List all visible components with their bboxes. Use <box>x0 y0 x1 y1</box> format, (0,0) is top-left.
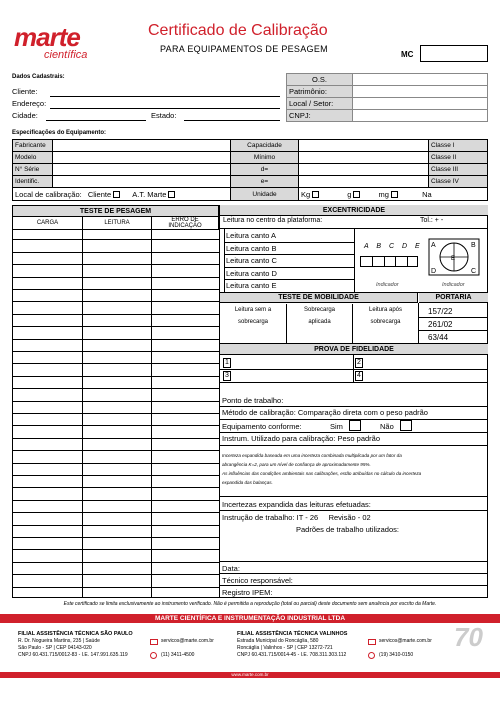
portaria-list <box>428 305 452 344</box>
cnpj-field[interactable] <box>353 110 488 122</box>
sim-checkbox[interactable] <box>349 420 361 431</box>
classe-2-label: Classe II <box>429 152 488 164</box>
estado-label: Estado: <box>151 111 177 120</box>
pesagem-row-line <box>12 562 219 563</box>
canto-field[interactable] <box>224 267 354 268</box>
page-title: Certificado de Calibração <box>148 22 328 39</box>
incerteza-line-4: expandida das balanças. <box>222 480 273 485</box>
mob-c1b: sobrecarga <box>237 319 269 325</box>
os-field[interactable] <box>353 74 488 86</box>
pesagem-row-line <box>12 487 219 488</box>
unit-kg-checkbox[interactable] <box>312 191 319 198</box>
canto-label: Leitura canto B <box>226 243 277 253</box>
canto-label: Leitura canto A <box>226 231 277 240</box>
sp-line-1: R. Dr. Nogueira Martins, 235 | Saúde <box>18 638 100 644</box>
incerteza-line-1: Incerteza expandida baseada em uma incerteza combinada multiplicada por um fator da <box>222 453 402 458</box>
local-cliente-label: Cliente <box>87 189 112 199</box>
sp-mail-icon <box>150 639 158 645</box>
exc-letters: A B C D E <box>364 243 423 250</box>
pesagem-row-line <box>12 326 219 327</box>
pesagem-row-line <box>12 388 219 389</box>
plate-letter-d: D <box>431 268 437 275</box>
pesagem-row-line <box>12 363 219 364</box>
teste-pesagem-heading: TESTE DE PESAGEM <box>13 206 219 217</box>
unit-kg-label: Kg <box>301 189 311 199</box>
classe-3-label: Classe III <box>429 164 488 176</box>
footer-site[interactable]: www.marte.com.br <box>0 672 500 678</box>
fid-box-2[interactable]: 2 <box>355 358 363 368</box>
pesagem-row-line <box>12 587 219 588</box>
patrimonio-field[interactable] <box>353 86 488 98</box>
portaria-divider <box>418 303 419 343</box>
v-line-3: CNPJ 60.431.715/0014-45 - I.E. 708.311.303.112 <box>237 652 347 658</box>
nao-label: Não <box>380 422 394 431</box>
cnpj-label: CNPJ: <box>287 110 353 122</box>
espec-table <box>12 139 488 201</box>
incertezas-exp-label: Incertezas expandida das leituras efetuadas: <box>222 500 371 509</box>
e-label: e= <box>231 176 299 188</box>
patrimonio-label: Patrimônio: <box>287 86 353 98</box>
cidade-label: Cidade: <box>12 111 38 120</box>
tecnico-label: Técnico responsável: <box>222 576 293 585</box>
indicador-label-1: Indicador <box>376 282 399 288</box>
fid-box-4[interactable]: 4 <box>355 371 363 381</box>
footer-sp <box>18 631 133 659</box>
incerteza-line-2: abrangência K=2, para um nível de confiança de aproximadamente 95%. <box>222 462 371 467</box>
footer-valinhos <box>237 631 347 659</box>
minimo-field[interactable] <box>299 152 429 164</box>
serie-field[interactable] <box>53 164 231 176</box>
canto-field[interactable] <box>224 279 354 280</box>
unit-na-label: Na <box>422 189 432 199</box>
v-line-1: Estrada Municipal do Roncáglia, 580 <box>237 638 319 644</box>
canto-label: Leitura canto C <box>226 256 277 266</box>
local-at-marte-label: A.T. Marte <box>132 189 167 199</box>
classe-4-label: Classe IV <box>429 176 488 188</box>
pesagem-row-line <box>12 277 219 278</box>
portaria-2: 261/02 <box>428 320 453 329</box>
d-label: d= <box>231 164 299 176</box>
incerteza-line-3: As influências das condições ambientais nas calibrações, estão atribuídas no cálculo da incerteza <box>222 471 422 476</box>
col-divider-main <box>219 205 220 598</box>
endereco-field[interactable] <box>50 108 280 109</box>
pesagem-row-line <box>12 549 219 550</box>
identific-field[interactable] <box>53 176 231 188</box>
pesagem-row-line <box>12 252 219 253</box>
fabricante-label: Fabricante <box>13 140 53 152</box>
plate-letter-c: C <box>471 268 477 275</box>
mob-c2: Sobrecarga <box>303 307 336 313</box>
os-label: O.S. <box>287 74 353 86</box>
fid-heading: PROVA DE FIDELIDADE <box>220 344 488 355</box>
nao-checkbox[interactable] <box>400 420 412 431</box>
canto-field[interactable] <box>224 242 354 243</box>
local-calibracao-label: Local de calibração: <box>15 189 82 199</box>
pesagem-row-line <box>12 450 219 451</box>
unit-g-checkbox[interactable] <box>353 191 360 198</box>
pesagem-row-line <box>12 301 219 302</box>
local-cliente-checkbox[interactable] <box>113 191 120 198</box>
footer-company: MARTE CIENTÍFICA E INSTRUMENTAÇÃO INDUSTRIAL LTDA <box>0 614 500 623</box>
e-field[interactable] <box>299 176 429 188</box>
indicator-boxes <box>360 256 418 267</box>
unit-mg-label: mg <box>378 189 389 199</box>
instrucao-label: Instrução de trabalho: IT - 26 Revisão - 02 <box>222 513 371 522</box>
exc-tol-label: Tol.: + - <box>420 217 444 224</box>
d-field[interactable] <box>299 164 429 176</box>
pesagem-row-line <box>12 425 219 426</box>
pesagem-row-line <box>12 500 219 501</box>
col-carga: CARGA <box>13 217 83 230</box>
unidade-options <box>299 188 488 201</box>
modelo-field[interactable] <box>53 152 231 164</box>
teste-pesagem-table <box>12 205 219 230</box>
pesagem-row-line <box>12 475 219 476</box>
v-line-2: Roncáglia | Valinhos - SP | CEP 13272-721 <box>237 645 333 651</box>
mob-heading: TESTE DE MOBILIDADE <box>220 293 418 303</box>
mob-c3b: sobrecarga <box>370 319 401 325</box>
estado-field[interactable] <box>184 120 280 121</box>
ponto-label: Ponto de trabalho: <box>222 396 284 405</box>
cidade-field[interactable] <box>46 120 146 121</box>
pesagem-row-line <box>12 525 219 526</box>
local-calibracao-row <box>13 188 231 201</box>
v-email[interactable]: servicos@marte.com.br <box>379 638 432 644</box>
sp-phone: (11) 3411-4500 <box>161 652 195 658</box>
mc-field[interactable] <box>420 45 488 62</box>
unit-mg-checkbox[interactable] <box>391 191 398 198</box>
capacidade-field[interactable] <box>299 140 429 152</box>
pesagem-row-line <box>12 537 219 538</box>
local-at-marte-checkbox[interactable] <box>168 191 175 198</box>
dados-right-table <box>286 73 488 122</box>
v-title: FILIAL ASSISTÊNCIA TÉCNICA VALINHOS <box>237 631 348 637</box>
canto-right-border <box>354 229 355 292</box>
canto-label: Leitura canto D <box>226 268 277 278</box>
cliente-field[interactable] <box>50 96 280 97</box>
brand-sub: científica <box>44 49 88 61</box>
plate-letter-e: E <box>451 256 456 262</box>
exc-heading: EXCENTRICIDADE <box>220 205 488 216</box>
pesagem-row-line <box>12 512 219 513</box>
dados-heading: Dados Cadastrais: <box>12 74 65 80</box>
disclaimer: Este certificado se limita exclusivamente ao instrumento verificado. Não é permitida a reprodução (total ou parcial) deste documento sem anuência por escrito da Marte. <box>63 601 437 607</box>
sp-email[interactable]: servicos@marte.com.br <box>161 638 214 644</box>
local-setor-label: Local / Setor: <box>287 98 353 110</box>
pesagem-row-line <box>12 239 219 240</box>
fid-box-1[interactable]: 1 <box>223 358 231 368</box>
col-leitura: LEITURA <box>83 217 152 230</box>
col-erro: ERRO DE INDICAÇÃO <box>152 217 219 230</box>
pesagem-row-line <box>12 289 219 290</box>
sp-line-3: CNPJ 60.431.715/0012-83 - I.E. 147.991.635.119 <box>18 652 128 658</box>
portaria-3: 63/44 <box>428 333 449 342</box>
conforme-label: Equipamento conforme: <box>222 422 302 431</box>
sp-phone-icon <box>150 652 157 659</box>
pesagem-row-line <box>12 401 219 402</box>
padroes-label: Padrões de trabalho utilizados: <box>296 525 399 534</box>
plate-letter-a: A <box>431 242 436 249</box>
pesagem-row-line <box>12 463 219 464</box>
identific-label: Identific. <box>13 176 53 188</box>
canto-left-border <box>224 229 225 292</box>
cliente-label: Cliente: <box>12 87 38 96</box>
mob-c1: Leitura sem a <box>234 307 272 313</box>
registro-label: Registro IPEM: <box>222 588 273 597</box>
portaria-1: 157/22 <box>428 307 453 316</box>
exc-centro-label: Leitura no centro da plataforma: <box>223 217 323 224</box>
mc-label: MC <box>401 50 414 59</box>
modelo-label: Modelo <box>13 152 53 164</box>
page-subtitle: PARA EQUIPAMENTOS DE PESAGEM <box>160 44 328 54</box>
classe-1-label: Classe I <box>429 140 488 152</box>
pesagem-row-line <box>12 314 219 315</box>
brand-logo: marte <box>14 22 80 52</box>
endereco-label: Endereço: <box>12 99 47 108</box>
plate-diagram-icon <box>428 238 480 276</box>
v-phone: (19) 3410-0150 <box>379 652 414 658</box>
anniversary-badge: 70 <box>454 622 483 652</box>
pesagem-row-line <box>12 376 219 377</box>
unidade-label: Unidade <box>231 188 299 201</box>
mob-columns <box>220 304 418 330</box>
pesagem-row-line <box>12 339 219 340</box>
espec-heading: Especificações do Equipamento: <box>12 130 107 136</box>
serie-label: N° Série <box>13 164 53 176</box>
mob-c2b: aplicada <box>308 319 331 325</box>
fid-box-3[interactable]: 3 <box>223 371 231 381</box>
indicador-label-2: Indicador <box>442 282 465 288</box>
pesagem-row-line <box>12 351 219 352</box>
capacidade-label: Capacidade <box>231 140 299 152</box>
plate-letter-b: B <box>471 242 476 249</box>
unit-g-label: g <box>347 189 352 199</box>
instrum-label: Instrum. Utilizado para calibração: Peso padrão <box>222 434 380 443</box>
canto-label: Leitura canto E <box>226 281 277 291</box>
metodo-label: Método de calibração: Comparação direta com o peso padrão <box>222 408 428 417</box>
fabricante-field[interactable] <box>53 140 231 152</box>
incerteza-note <box>222 451 486 487</box>
local-setor-field[interactable] <box>353 98 488 110</box>
portaria-heading: PORTARIA <box>419 293 488 303</box>
pesagem-row-line <box>12 264 219 265</box>
minimo-label: Mínimo <box>231 152 299 164</box>
pesagem-row-line <box>12 438 219 439</box>
sp-title: FILIAL ASSISTÊNCIA TÉCNICA SÃO PAULO <box>18 631 133 637</box>
sim-label: Sim <box>330 422 343 431</box>
pesagem-row-line <box>12 574 219 575</box>
sp-line-2: São Paulo - SP | CEP 04143-020 <box>18 645 92 651</box>
pesagem-row-line <box>12 413 219 414</box>
data-label: Data: <box>222 564 240 573</box>
canto-field[interactable] <box>224 254 354 255</box>
mob-c3: Leitura após <box>368 307 403 313</box>
v-mail-icon <box>368 639 376 645</box>
v-phone-icon <box>368 652 375 659</box>
